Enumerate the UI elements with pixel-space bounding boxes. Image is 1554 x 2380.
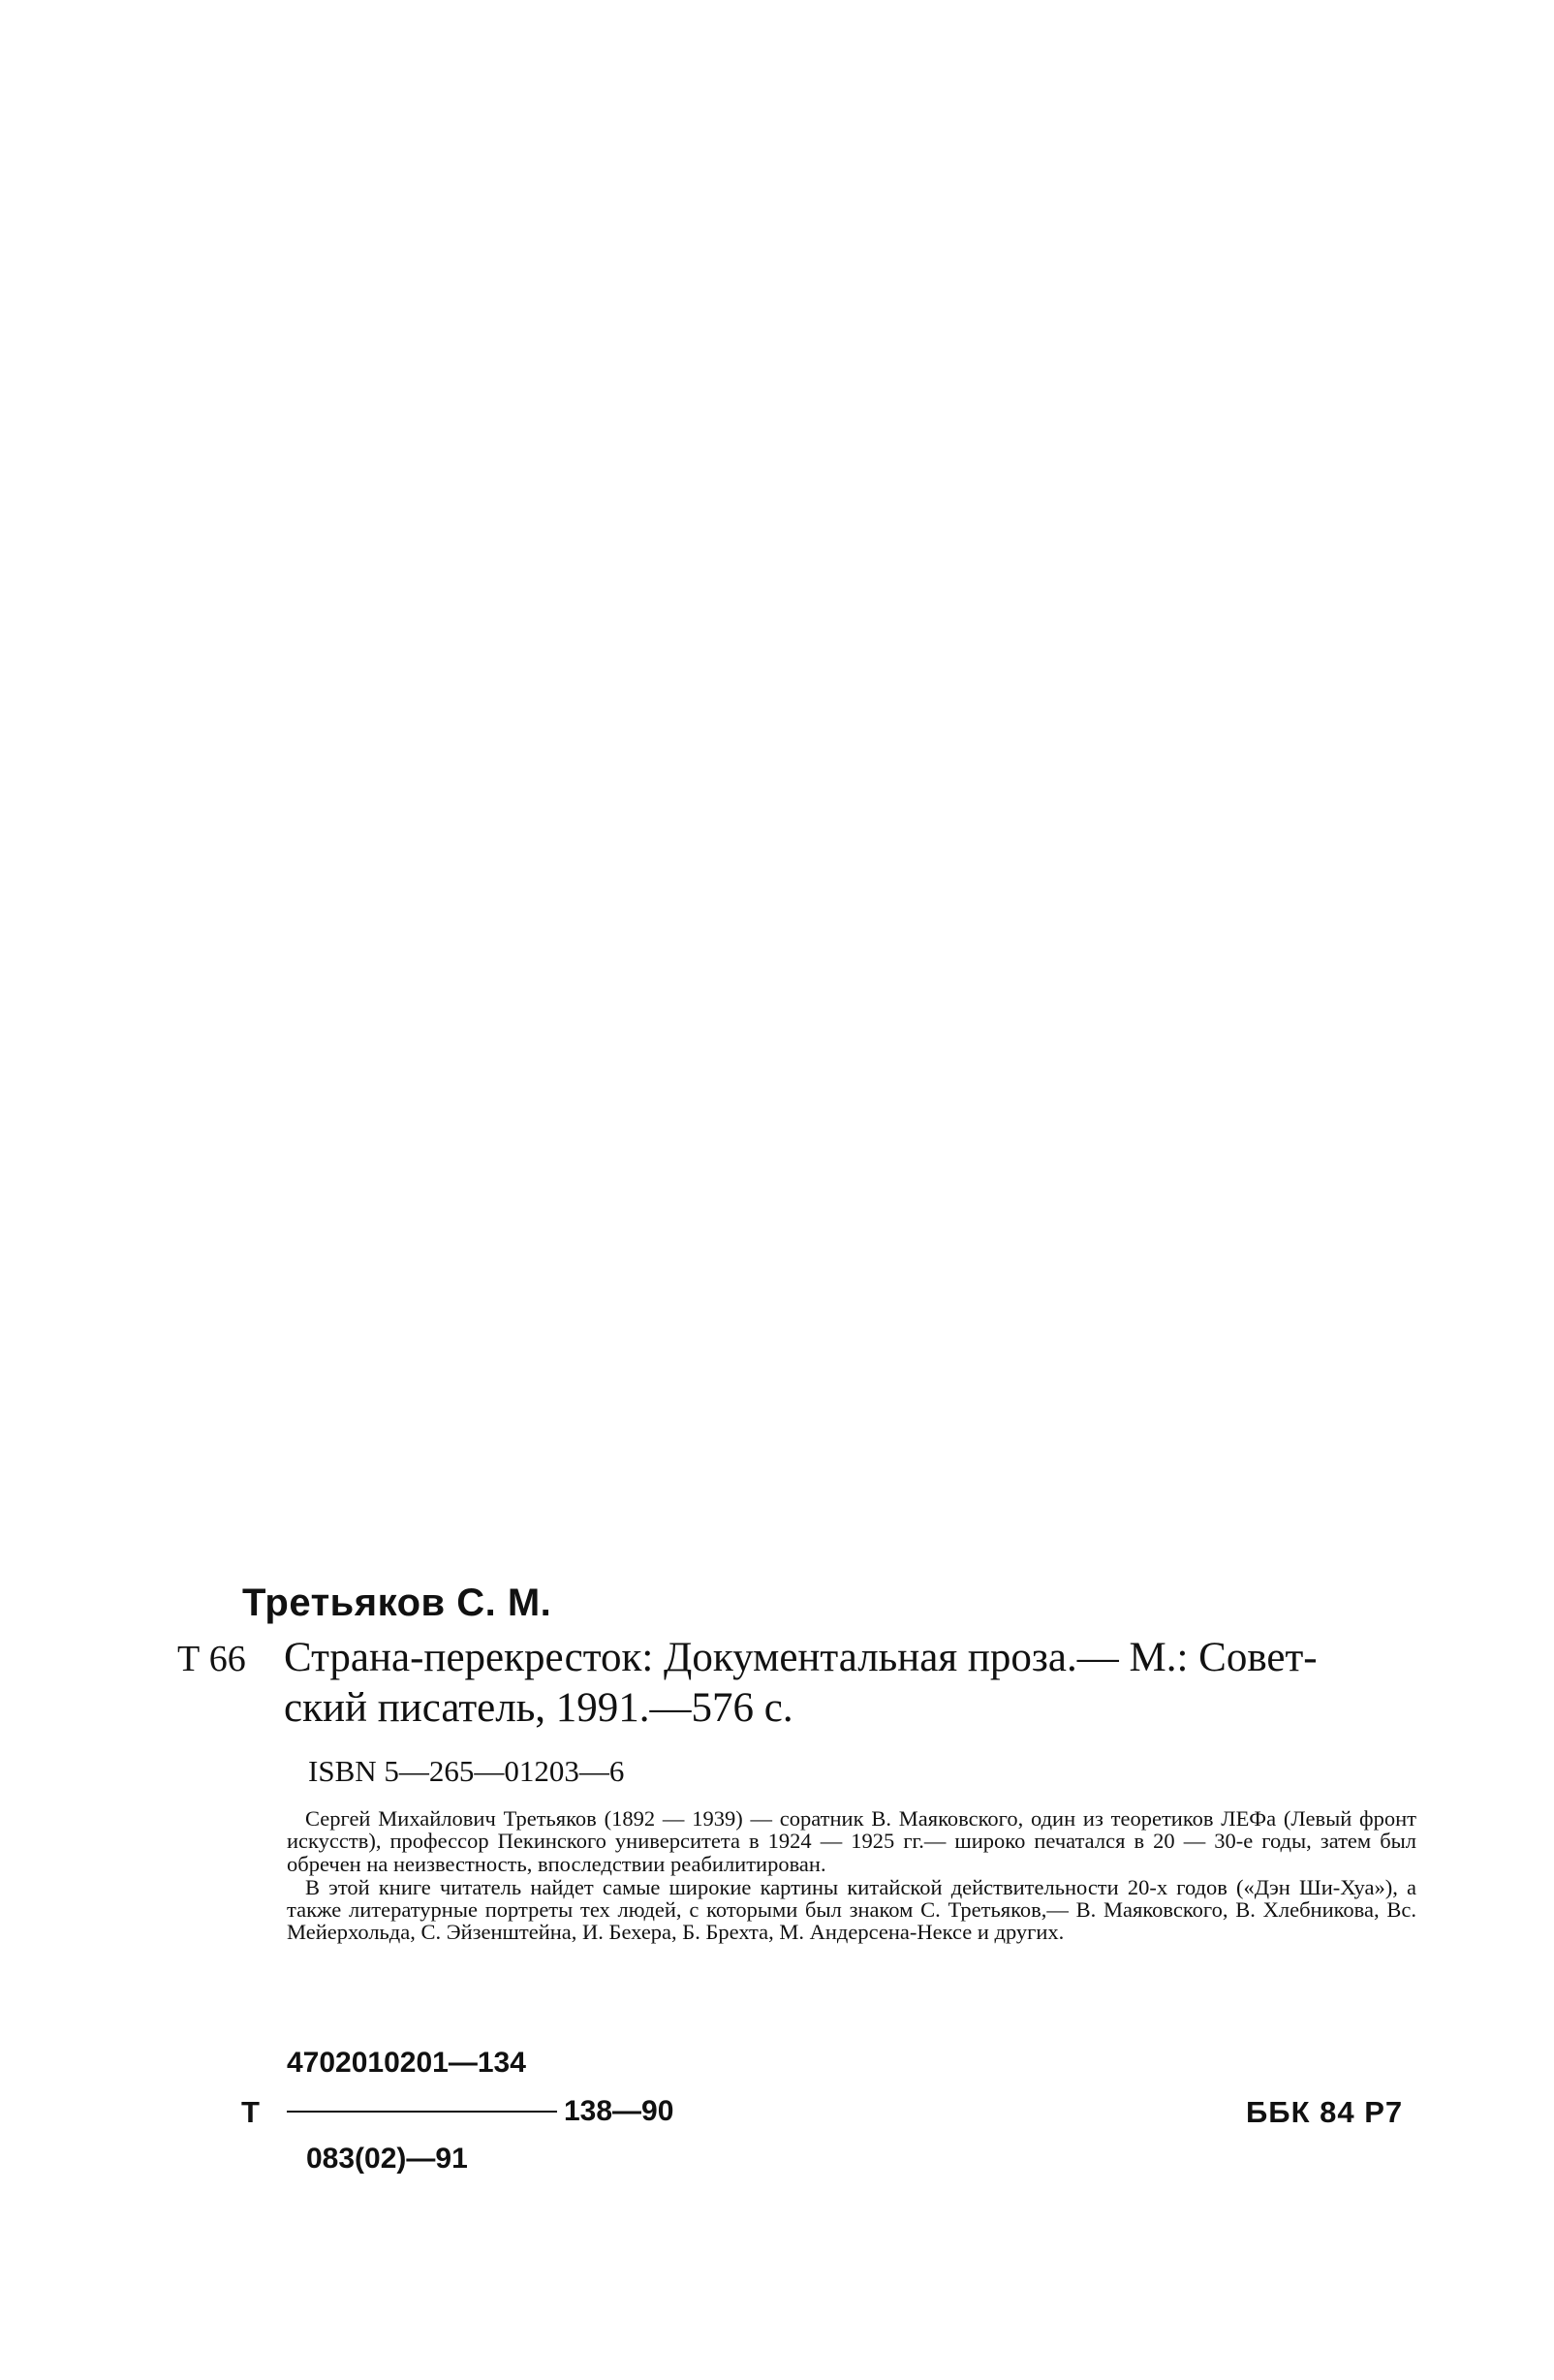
annotation-paragraph-2: В этой книге читатель найдет самые широкие картины китайской действительности 20-х годов («Дэн Ши-Хуа»), а также литературные портреты тех людей, с которыми был знаком С. Третьяков,— В. Маяковского, В. Хлебникова, Вс. Мейерхольда, С. Эйзенштейна, И. Бехера, Б. Брехта, М. Андерсена-Нексе и других.	[287, 1874, 1416, 1945]
bbk-code: ББК 84 Р7	[1246, 2095, 1404, 2129]
fraction-line	[287, 2111, 557, 2113]
code-letter: Т	[241, 2095, 260, 2129]
code-denominator: 083(02)—91	[306, 2143, 468, 2175]
code-numerator: 4702010201—134	[287, 2047, 526, 2079]
annotation	[287, 1807, 1416, 1944]
title-line-2: ский писатель, 1991.—576 с.	[284, 1685, 793, 1731]
author-name: Третьяков С. М.	[242, 1581, 552, 1624]
annotation-paragraph-1: Сергей Михайлович Третьяков (1892 — 1939) — соратник В. Маяковского, один из теоретиков ЛЕФа (Левый фронт искусств), профессор Пекинского университета в 1924 — 1925 гг.— широко печатался в 20 — 30-е годы, затем был обречен на неизвестность, впоследствии реабилитирован.	[287, 1806, 1416, 1876]
catalog-index: Т 66	[177, 1639, 246, 1679]
order-code: 138—90	[564, 2095, 674, 2127]
isbn: ISBN 5—265—01203—6	[308, 1754, 625, 1788]
title-line-1: Страна-перекресток: Документальная проза.— М.: Совет-	[284, 1635, 1318, 1680]
